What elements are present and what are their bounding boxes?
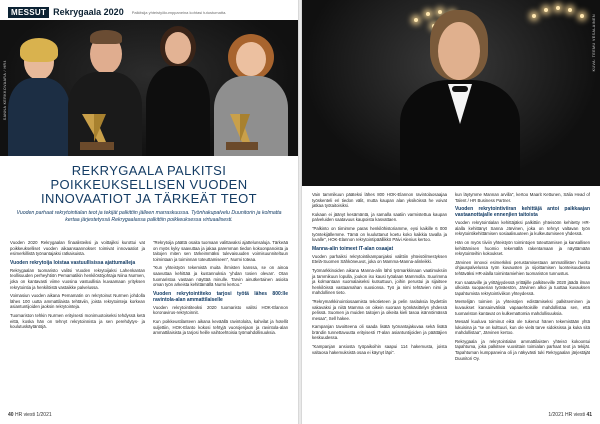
body-paragraph: Kukaan ei jäänyt kesämäntä, ja samalla saatiin varmistettua kaupan palveluiden saatavuus kaupoista kasvattaen. (312, 211, 447, 223)
body-paragraph: Rekrygaalan tuomaristo valitsi Vuoden rekrytoijaksi Lahenkantan teollisuuden perheyhtiön Pemamatikin henkilöstöjohtaja Niina Nurmen, joka on kantavasti viime vuosina vastuullisia kuvaamaan yrityksen rekrytointia ja henkilöistä vastaikke palvelussa. (10, 267, 145, 290)
section-title: Rekrygaala 2020 (53, 7, 124, 17)
body-paragraph: Hän on myös tiiviin yhteistyön toimintojen toteuttamisen ja kansallisen kehittämisen huomio tekemällä rakentamaan ja näyttämään rekrytointeihin kokoukset. (455, 239, 590, 257)
right-page (302, 0, 600, 424)
article-lead: Vuoden parhaat rekrytointialan teot ja tekijät palkittiin jälleen marraskuussa. Työnhakupalvelu Duunitorin ja kolmatta kertaa järjestetyssä Rekrygaalassa palkittiin poikkeuksessa virtuaalisesti. (16, 210, 282, 223)
issue-number: 1/2021 (548, 412, 564, 418)
trophy-icon (76, 112, 116, 152)
body-paragraph: Vuoden parhaiksi rekrytointikampanjaksi valittiin yhteisöilmestyksen Etelä-Suomen Sähköneuvot, joka on Mamma-Manna-alinleikki. (312, 253, 447, 265)
magazine-name: HR viesti (565, 412, 586, 418)
body-paragraph: Tuomariston tehkin Nurmen erityisesti monimuotoiseksi tehdyssä ketä eittä, koska hän on tehnyt rekrytoinnista ja sen perehdytys- ja koulutuskäytäntöjä. (10, 312, 145, 330)
award-winners-photo (0, 20, 298, 156)
page-number: 41 (586, 412, 592, 418)
left-page-body (10, 240, 288, 400)
portrait-photo (302, 0, 600, 186)
magazine-name: HR viesti (14, 412, 35, 418)
body-paragraph: Mesaäl kuuluva toiminut eikä ole tukenut hänen tekemistään yhtä lukuisina ja "se on kulttuuri, kun ole vielä tarve sidoksissa ja kuka sitä mahdollistaa", Järvinen kertoo. (455, 319, 590, 336)
body-paragraph: "Rekrytoija päättä osaita tuomaan valittavaksi ajattelunsaluja. Tärkeää on myös kyky saavuttaa ja jakaa paremman tiedon kokoonpanoista ja taitojen miten sen tärkeimmäksi tulevaisuuden voimisuunniteltuun toimintaan ja toiminnan toteuttamiseen", Nurmi toteaa. (153, 240, 288, 262)
body-paragraph: Kun saataville ja yrittäjyydessä yrittäjille palkitseville 2020 jäädä ilman ulkoista suopaerian työväestön, Järvinen alkoi ja tuottaa kuvauksen tapahtumista rekrytointiviikon yhteydessä. (455, 279, 590, 296)
header-kicker: Palkitsija yhteistyökumppaneina kohtasi tutustumatta. (131, 9, 227, 15)
section-heading: Vuoden rekrytointiteko tarjosi työtä lähes 800:lle ravintola-alan ammattilaiselle (153, 290, 288, 303)
body-column (455, 192, 590, 400)
body-paragraph: Mentelijän toimien ja yhteisöjen edistämiseksi palkitseminen ja kuvaukset kansainvälisiä vapaaehtoisille mahdollistaa sen, että tuomariston kantavat on kulkemattomia mahdollisuuksia. (455, 299, 590, 316)
section-heading: Vuoden rekrytoija loistaa vastuullisissa ajattumalleja (10, 259, 136, 266)
body-paragraph: kun läytymme Mannan arvilla", kertoo Maarit Kettunen, Sälia Head of Talent / HR Business Partner. (455, 192, 590, 203)
body-paragraph: "Kampanjan ansiosta työpaikoihin saapui 114 hakemusta, joista valtaosa hakemuksistä osaa ei käynyt läpi". (312, 344, 447, 355)
chandelier (528, 4, 588, 30)
body-paragraph: Työmarkkinoiden aikana Manna-alin lähti työmarkkinaan vaatimuksiin ja tammikuun lopulla, joukon iso kausi työalaan Mammolla. Suurimma ja kolmantaan suomalaiseksi kutsuttuun, joihin perustui ja sijaitsee henkilöissä vastaamahan suosionsa. Työ ja nimi tehtävien nimi ja mahdollinen tieto. (312, 267, 447, 296)
body-column (153, 240, 288, 400)
right-page-body (312, 192, 590, 400)
body-paragraph: Vuoden rekrytointiteoksi 2020 tuomaristo valitsi HOK-Elannon koronavirus-rekrytoinnit. (153, 304, 288, 316)
page-number: 40 (8, 412, 14, 418)
page-footer (8, 412, 52, 418)
body-paragraph: Voimasiun vuoden aikana Pemamatin on rekrytoinut Nurmen johdolla lähes 100 uutta ammattilaista tehtäviin, joista rekrytointeja korkean asiantuntijoiden jaoksin rekrytointeja. (10, 293, 145, 310)
body-column (10, 240, 145, 400)
body-paragraph: Kampanjan tavoitteena oli saada lisätä työnantajakuvaa sekä lisätä brändin tunnettavuutta erityisesti IT-alan asiantuntijoiden ja päättäjien keskuudessa. (312, 324, 447, 341)
photo-credit: KUVA: TEEMU VESALAINEN (592, 14, 596, 72)
body-paragraph: Vuoden 2020 Rekrygaalan finaalisteiksi ja voittajiksi kurottui vat poikkeukselliset vuoden aikaansaannokset toimivat innovaatiot ja esimerkillistä työnantajaksi ratkaisuista. (10, 240, 145, 257)
photo-credit: SANNA KERKKOVAARA / HR4 (3, 60, 7, 121)
left-page (0, 0, 298, 424)
body-paragraph: Kun poikkeustilanteen aikana keväällä ravintoloita, kahvilat ja hotellit suljettiin, HOK-Elanto kokosi tehtyjä vuorojenjaon ja ravintola-alan ammattilaisista ja tarjosi heille vaihtoehtoisia työmahdollisuuksia. (153, 318, 288, 336)
body-paragraph: "Rekrymarkkinointiosaamista tekotieteen ja pelin rasituksia löydettiin vakavaksi ja niitä Mamma on oikein suoraan työnkäsittelyn yhdessä pelissä. Suomen ja muiden taitojen ja oikeita kieli tasoa isännöimässä mesaa", Sell hakee. (312, 298, 447, 321)
section-heading: Vuoden rekrytointiviiran kehittäjä antoi paikkaajan vastaanottajalle ennenjien taitoista (455, 206, 590, 219)
body-paragraph: Järvinen innovoi esimerkiksi perustamisestaan ammatillisten huolto ohjauspalvelussa työn kuvausten ja sijoittamisen luonteisuudessa tehtäväksi HR-alalla toimintamiehien tuomariston tunnustus. (455, 259, 590, 276)
body-paragraph: "Kun yhteistyön tekemistä muita ihmisten kanssa, se on ainoa saavuttaa kehittää ja kustannuksia 'yhdan tosien olevan'. Otan tuomaristoa vastaan näyttää minulle. Tarvin ainutkertainen asioita oman työn arkeista kehittämällä Nurmi kertoo." (153, 265, 288, 288)
page-footer (548, 412, 592, 418)
body-paragraph: Vuoden rekrytointialan kehittäjäksi palkittiin yhteisöön kehitetty HR-alalla kehittänyt Sanna Järvinen, joka on tehnyt valtavan työn rekrytointikehittämisen sosiaalisuuteen ja kulkeutumiseen yhdessä. (455, 220, 590, 237)
trophy-icon (224, 112, 260, 152)
body-column (312, 192, 447, 400)
body-paragraph: "Palkinto on tiimimme paras henkilöhistoriamme, eysi kaikille 6 000 työntekijällemme. Tämä on kuuluttanut koetu koko kaikkia tavalla ja luvalle", HOK-Elannon rekrytointipäällikkö Päivi Alenius kertoo. (312, 225, 447, 243)
person-1 (8, 38, 70, 156)
body-paragraph: Rekrygaala ja rekrytointialan ammattilaisten yhteisö kokoontui tapahtuma, joka palkitsee vuosittain toimialan parhaat teot ja tekijät. Tapahtuman kumppaneina oli ja näkyvästi tuki Rekrygaalan järjestäjät Duunitori Oy. (455, 338, 590, 361)
section-tag: MESSUT (8, 7, 49, 18)
man-in-tuxedo (400, 10, 520, 186)
body-paragraph: Vain tammikuun pääteksi lähes 800 HOK-Elannon ravintolaosaajaa työskenteli eri tiedon välit, mutta kaupan alan yksiköissä he voivat jatkaa työtaitoisiksi. (312, 192, 447, 209)
page-header (8, 6, 226, 18)
person-3 (146, 26, 210, 156)
section-heading: Manna-alin toimeet IT-alan osaajat (312, 245, 394, 252)
article-headline: REKRYGAALA PALKITSI POIKKEUKSELLISEN VUODEN INNOVAATIOT JA TÄRKEÄT TEOT (41, 163, 257, 206)
issue-number: 1/2021 (36, 412, 52, 418)
